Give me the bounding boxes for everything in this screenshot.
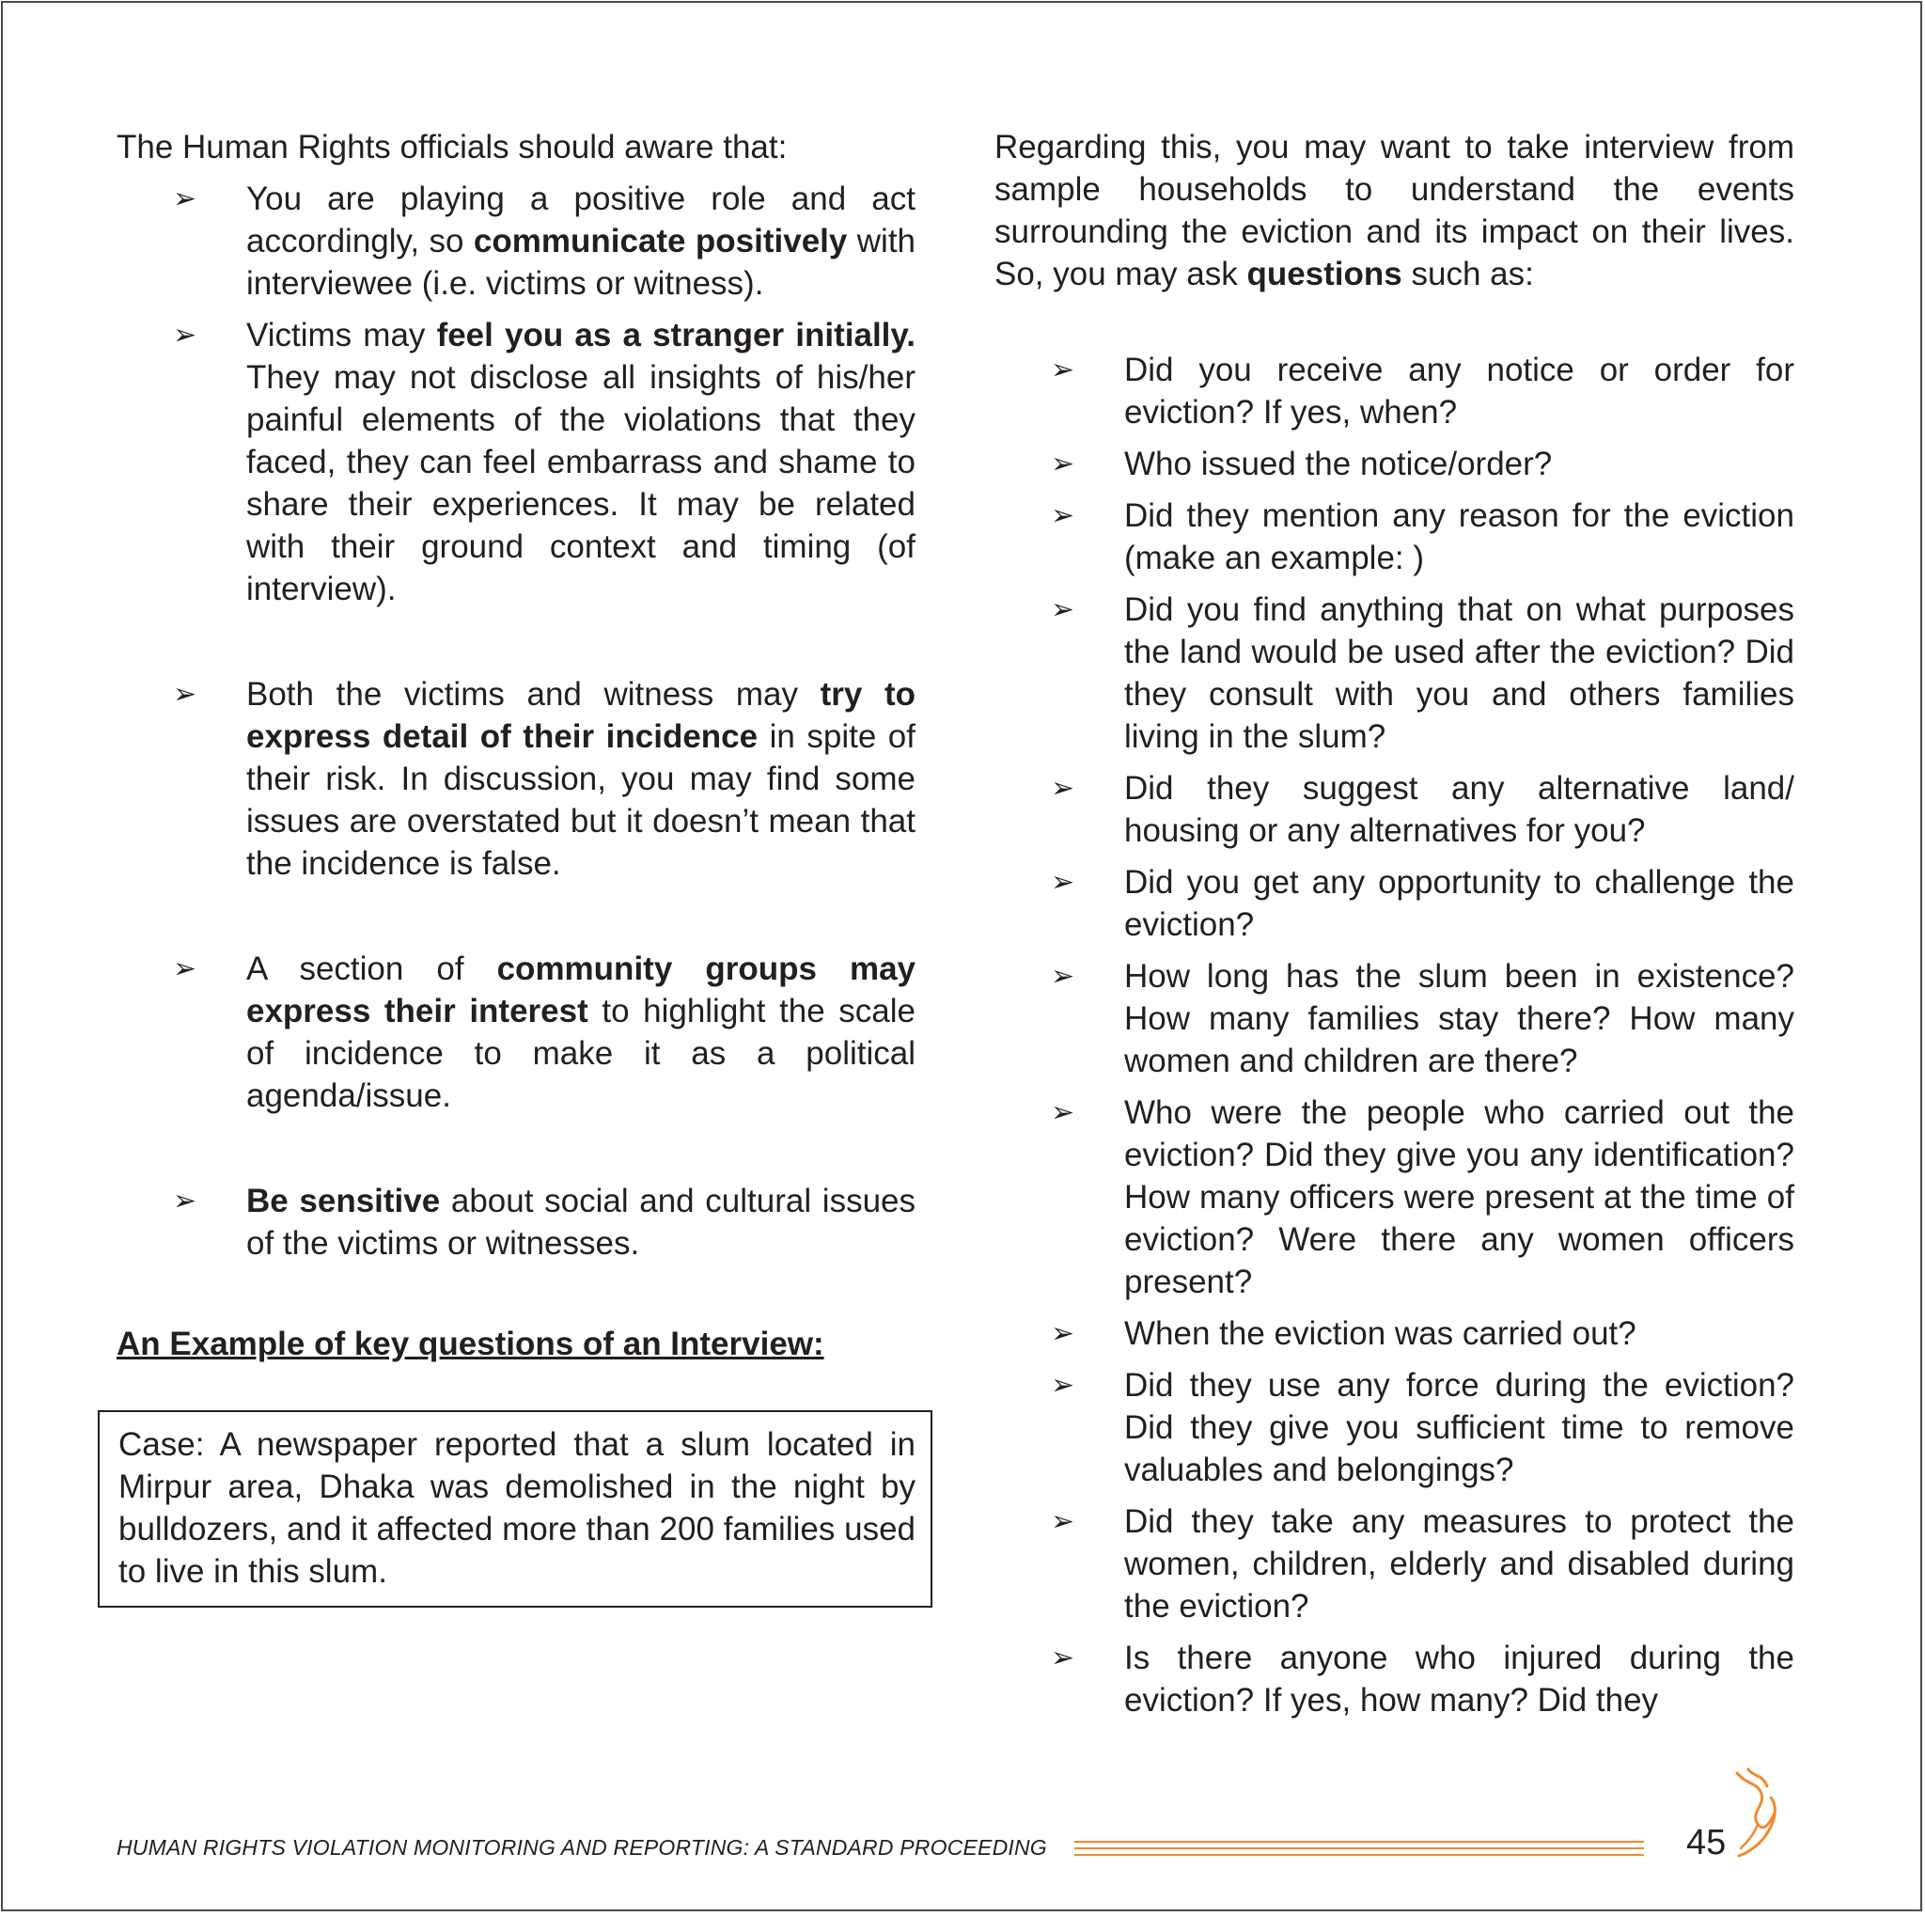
question-item xyxy=(994,955,1794,1082)
question-item xyxy=(994,1500,1794,1627)
arrow-bullet-icon: ➢ xyxy=(173,952,197,985)
arrow-bullet-icon: ➢ xyxy=(1051,866,1075,899)
item-text: with interviewee (i.e. victims or witness). xyxy=(246,223,916,302)
questions-list xyxy=(994,349,1794,1721)
intro-emphasis: questions xyxy=(1246,256,1402,292)
item-text: about social and cultural issues of the victims or witnesses. xyxy=(246,1183,916,1262)
arrow-bullet-icon: ➢ xyxy=(1051,1641,1075,1674)
question-text: Did they suggest any alternative land/ housing or any alternatives for you? xyxy=(1124,770,1794,849)
arrow-bullet-icon: ➢ xyxy=(1051,353,1075,386)
footer-rule-line xyxy=(1074,1847,1644,1849)
item-text: A section of xyxy=(246,950,497,987)
arrow-bullet-icon: ➢ xyxy=(173,319,197,352)
question-text: How long has the slum been in existence? How many families stay there? How many women and children are there? xyxy=(1124,958,1794,1079)
item-emphasis: community groups may express their interest xyxy=(246,950,916,1029)
question-item xyxy=(994,1312,1794,1355)
left-bullet-list xyxy=(117,178,916,1264)
question-item xyxy=(994,767,1794,852)
question-text: When the eviction was carried out? xyxy=(1124,1315,1636,1352)
list-item xyxy=(117,673,916,885)
arrow-bullet-icon: ➢ xyxy=(1051,772,1075,805)
arrow-bullet-icon: ➢ xyxy=(1051,448,1075,480)
question-item xyxy=(994,861,1794,946)
list-item xyxy=(117,1180,916,1264)
question-text: Who issued the notice/order? xyxy=(1124,446,1553,482)
question-item xyxy=(994,495,1794,579)
list-item xyxy=(117,948,916,1117)
question-item xyxy=(994,443,1794,485)
arrow-bullet-icon: ➢ xyxy=(173,678,197,711)
left-column xyxy=(117,126,916,1264)
arrow-bullet-icon: ➢ xyxy=(1051,1505,1075,1538)
case-box: Case: A newspaper reported that a slum located in Mirpur area, Dhaka was demolished in the night by bulldozers, and it affected more than 200 families used to live in this slum. xyxy=(98,1410,932,1608)
intro-text: such as: xyxy=(1401,256,1534,292)
item-emphasis: feel you as a stranger initially. xyxy=(436,317,916,353)
arrow-bullet-icon: ➢ xyxy=(1051,499,1075,532)
question-item xyxy=(994,1092,1794,1303)
question-item xyxy=(994,1364,1794,1491)
arrow-bullet-icon: ➢ xyxy=(173,182,197,215)
arrow-bullet-icon: ➢ xyxy=(1051,1369,1075,1402)
item-text: You are playing a positive role and act accordingly, so xyxy=(246,181,916,259)
item-emphasis: try to express detail of their incidence xyxy=(246,676,916,755)
question-text: Did they mention any reason for the eviction (make an example: ) xyxy=(1124,497,1794,576)
list-item xyxy=(117,314,916,610)
question-item xyxy=(994,1637,1794,1721)
question-text: Did you get any opportunity to challenge the eviction? xyxy=(1124,864,1794,943)
arrow-bullet-icon: ➢ xyxy=(1051,593,1075,626)
arrow-bullet-icon: ➢ xyxy=(1051,960,1075,993)
question-text: Is there anyone who injured during the eviction? If yes, how many? Did they xyxy=(1124,1640,1794,1719)
question-item xyxy=(994,349,1794,433)
left-intro: The Human Rights officials should aware that: xyxy=(117,129,788,165)
page-number: 45 xyxy=(1686,1823,1727,1862)
arrow-bullet-icon: ➢ xyxy=(1051,1317,1075,1350)
footer-rule-line xyxy=(1074,1854,1644,1856)
arrow-bullet-icon: ➢ xyxy=(1051,1096,1075,1129)
question-text: Who were the people who carried out the eviction? Did they give you any identification? How many officers were present at the time of eviction? Were there any women officers present? xyxy=(1124,1094,1794,1300)
footer-rule-line xyxy=(1074,1841,1644,1843)
question-text: Did you find anything that on what purposes the land would be used after the eviction? Did they consult with you and others families living in the slum? xyxy=(1124,591,1794,755)
question-text: Did you receive any notice or order for eviction? If yes, when? xyxy=(1124,352,1794,431)
intro-text: Regarding this, you may want to take interview from sample households to understand the events surrounding the eviction and its impact on their lives. So, you may ask xyxy=(994,129,1794,292)
item-text: to highlight the scale of incidence to make it as a political agenda/issue. xyxy=(246,993,916,1114)
list-item xyxy=(117,178,916,305)
question-text: Did they use any force during the eviction? Did they give you sufficient time to remove valuables and belongings? xyxy=(1124,1367,1794,1488)
question-item xyxy=(994,589,1794,758)
item-text: Victims may xyxy=(246,317,437,353)
item-emphasis: Be sensitive xyxy=(246,1183,441,1219)
item-text: Both the victims and witness may xyxy=(246,676,821,713)
example-heading: An Example of key questions of an Interview: xyxy=(117,1326,824,1362)
item-emphasis: communicate positively xyxy=(473,223,848,259)
footer-title: HUMAN RIGHTS VIOLATION MONITORING AND REPORTING: A STANDARD PROCEEDING xyxy=(117,1835,1047,1860)
question-text: Did they take any measures to protect the women, children, elderly and disabled during the eviction? xyxy=(1124,1503,1794,1625)
right-column xyxy=(994,126,1794,1721)
brand-logo-icon xyxy=(1729,1766,1786,1860)
arrow-bullet-icon: ➢ xyxy=(173,1185,197,1217)
right-intro xyxy=(994,126,1794,295)
item-text: in spite of their risk. In discussion, you may find some issues are overstated but it doesn’t mean that the incidence is false. xyxy=(246,718,916,882)
item-text: They may not disclose all insights of his/her painful elements of the violations that they faced, they can feel embarrass and shame to share their experiences. It may be related with their ground context and timing (of interview). xyxy=(246,359,916,607)
